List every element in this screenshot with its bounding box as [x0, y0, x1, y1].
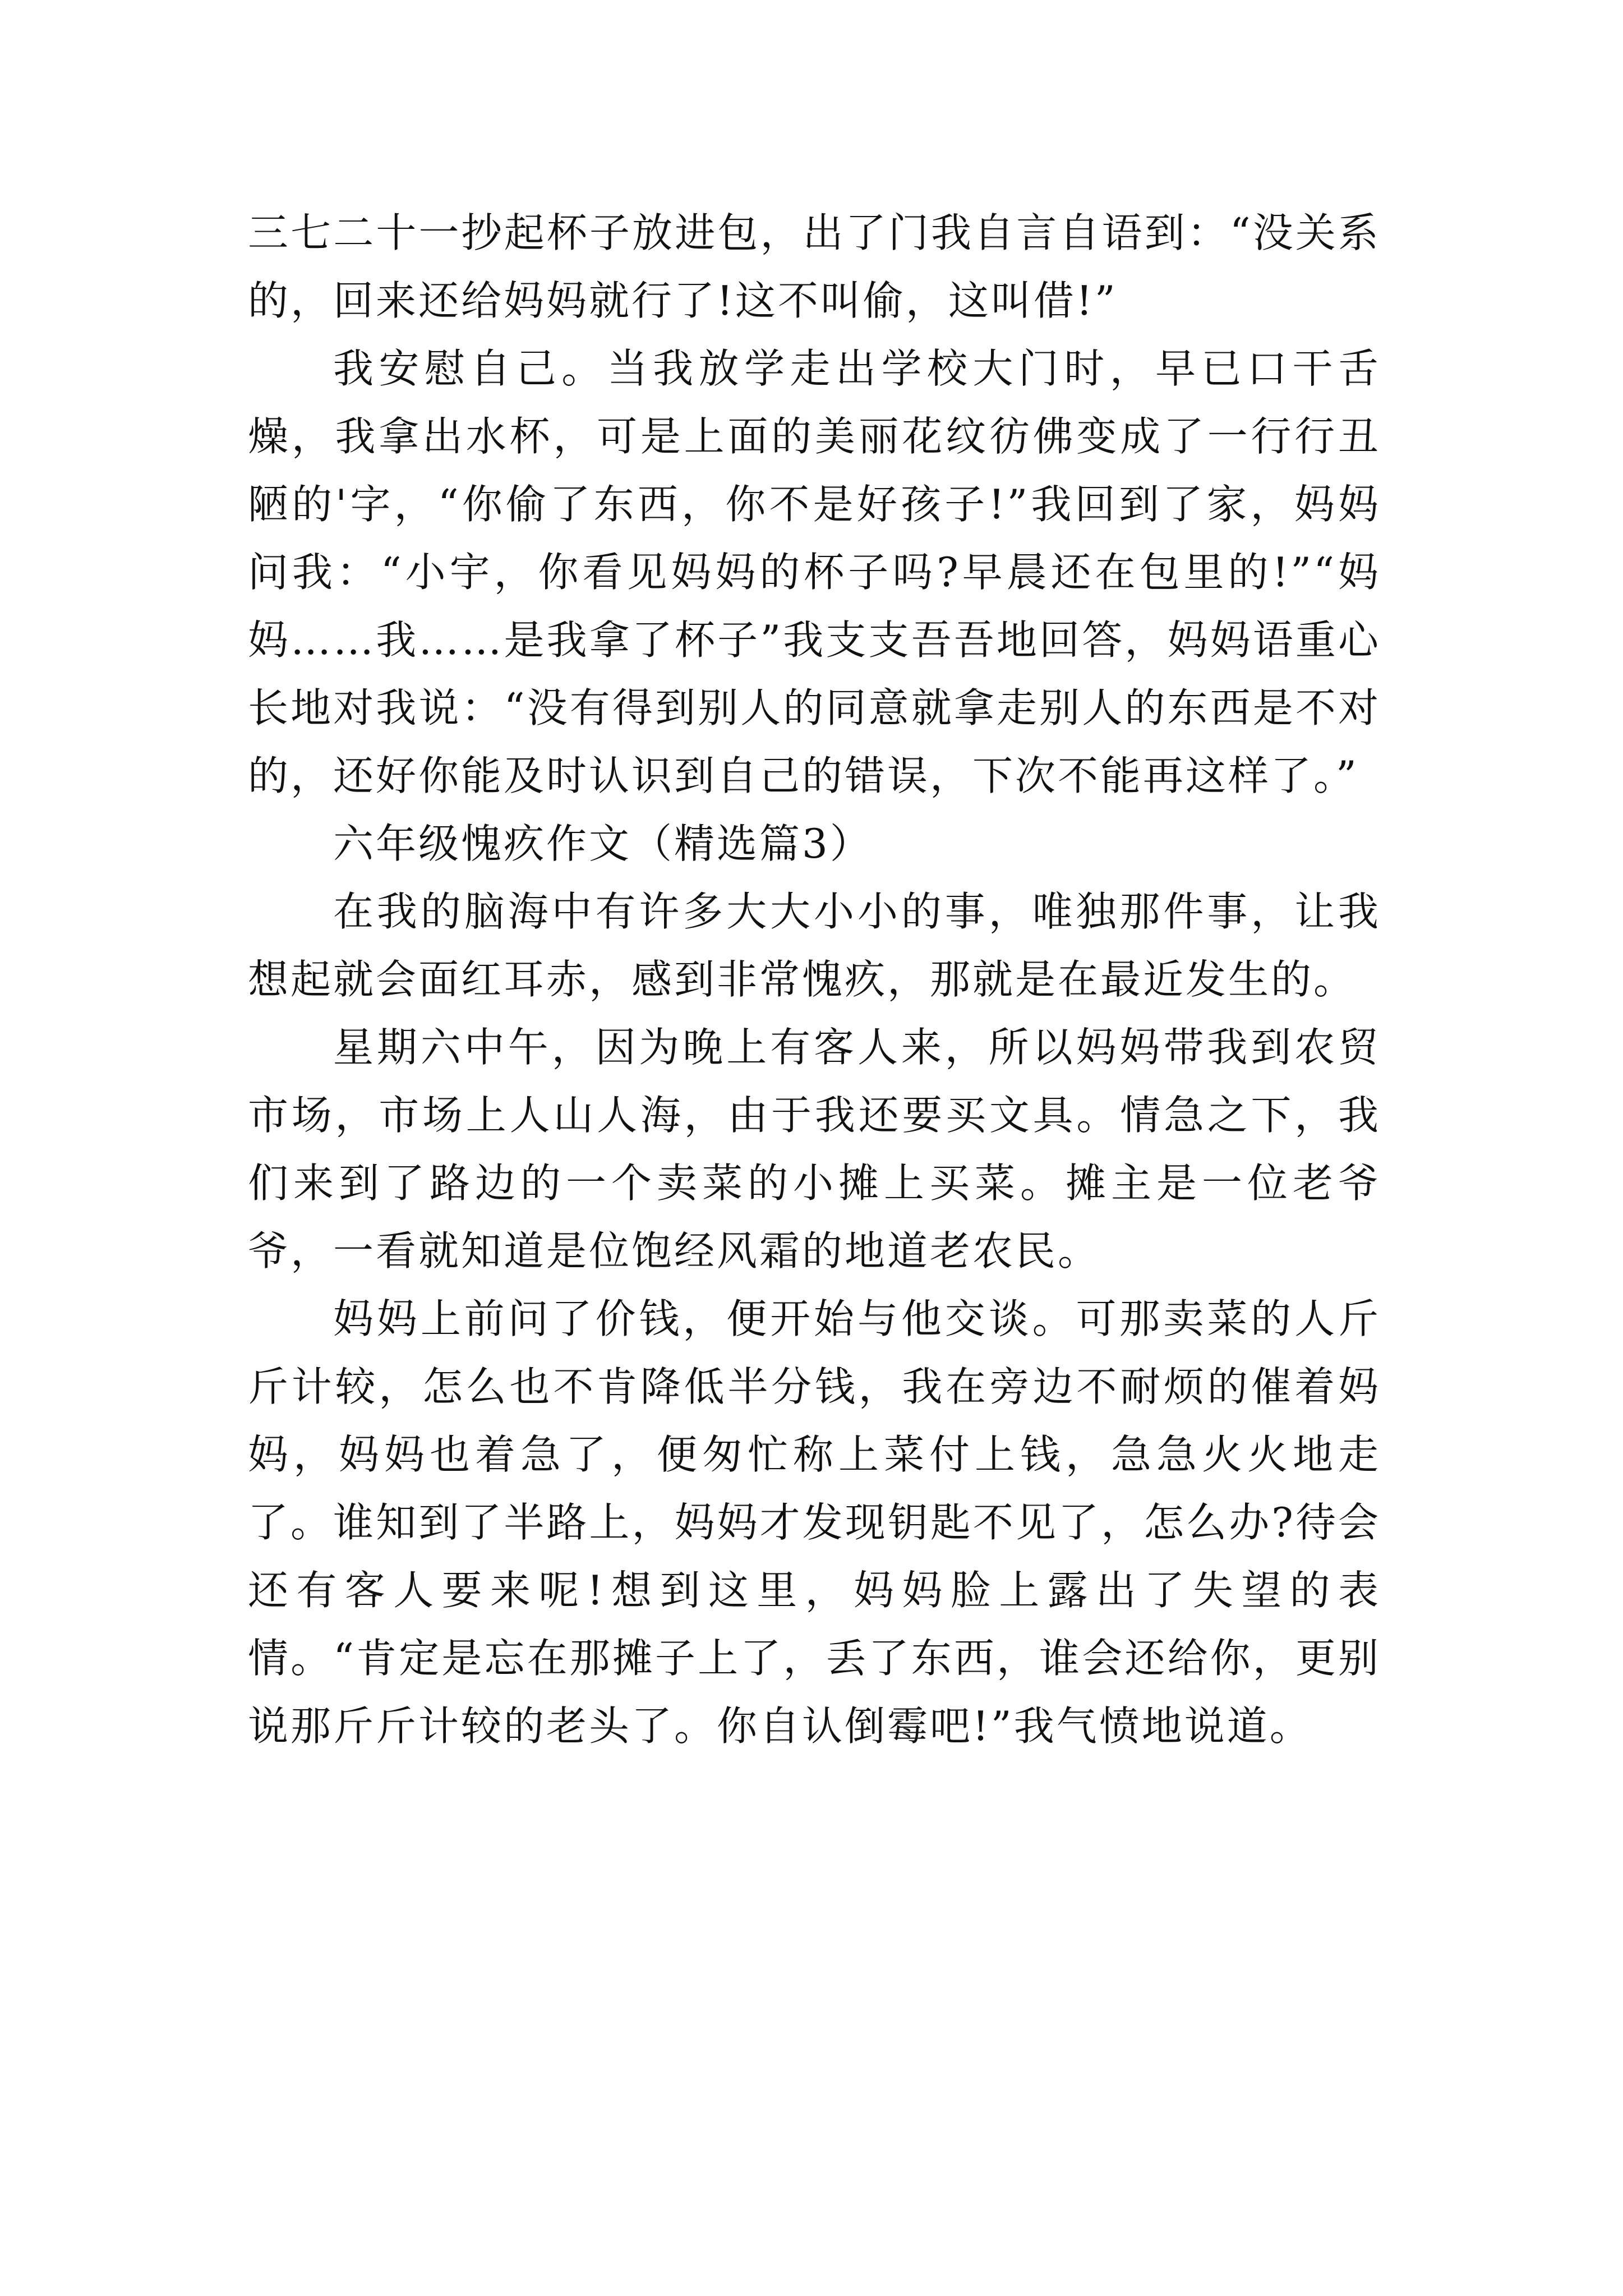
paragraph: 在我的脑海中有许多大大小小的事，唯独那件事，让我想起就会面红耳赤，感到非常愧疚，那就是在最近发生的。 [248, 888, 1381, 1003]
paragraph-continuation: 三七二十一抄起杯子放进包，出了门我自言自语到：“没关系的，回来还给妈妈就行了!这不叫偷，这叫借!” [248, 209, 1381, 324]
paragraph: 星期六中午，因为晚上有客人来，所以妈妈带我到农贸市场，市场上人山人海，由于我还要买文具。情急之下，我们来到了路边的一个卖菜的小摊上买菜。摊主是一位老爷爷，一看就知道是位饱经风霜的地道老农民。 [248, 1024, 1381, 1274]
paragraph: 妈妈上前问了价钱，便开始与他交谈。可那卖菜的人斤斤计较，怎么也不肯降低半分钱，我在旁边不耐烦的催着妈妈，妈妈也着急了，便匆忙称上菜付上钱，急急火火地走了。谁知到了半路上，妈妈才发现钥匙不见了，怎么办?待会还有客人要来呢!想到这里，妈妈脸上露出了失望的表情。“肯定是忘在那摊子上了，丢了东西，谁会还给你，更别说那斤斤计较的老头了。你自认倒霉吧!”我气愤地说道。 [248, 1295, 1381, 1750]
section-heading: 六年级愧疚作文（精选篇3） [333, 820, 873, 867]
paragraph: 我安慰自己。当我放学走出学校大门时，早已口干舌燥，我拿出水杯，可是上面的美丽花纹彷佛变成了一行行丑陋的'字，“你偷了东西，你不是好孩子!”我回到了家，妈妈问我：“小宇，你看见妈妈的杯子吗?早晨还在包里的!”“妈妈……我……是我拿了杯子”我支支吾吾地回答，妈妈语重心长地对我说：“没有得到别人的同意就拿走别人的东西是不对的，还好你能及时认识到自己的错误，下次不能再这样了。” [248, 345, 1381, 799]
document-body [248, 199, 1381, 1760]
